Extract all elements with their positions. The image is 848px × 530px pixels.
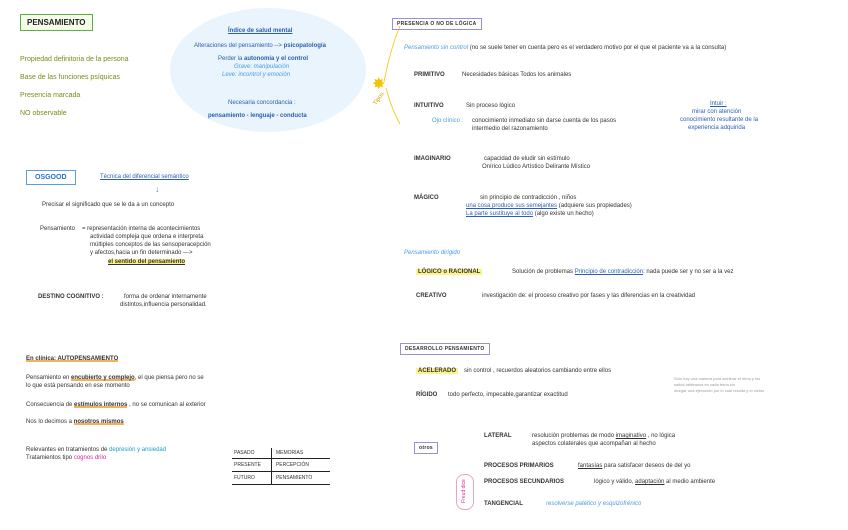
time-table xyxy=(232,448,330,485)
imaginario-label: IMAGINARIO xyxy=(414,156,451,162)
clinica-title: En clínica: AUTOPENSAMIENTO xyxy=(26,356,119,362)
destino-l2: distintos,influencia personalidad. xyxy=(120,302,207,308)
imaginario-l2: Onírico Lúdico Artístico Delirante Místico xyxy=(482,164,591,170)
intuir-l3: experiencia adquirida xyxy=(688,125,746,131)
property-3: Presencia marcada xyxy=(20,92,81,99)
intuir-title: Intuir : xyxy=(710,101,727,107)
lateral-l1: resolución problemas de modo imaginativo , no lógica xyxy=(532,433,676,439)
down-arrow-icon: ↓ xyxy=(155,184,160,194)
logico-line: Solución de problemas Principio de contradicción: nada puede ser y no ser a la vez xyxy=(512,269,734,275)
magico-l1: sin principio de contradicción , niños xyxy=(480,195,577,201)
sin-control-line: Pensamiento sin control (no se suele tener en cuenta pero es el verdadero motivo por el que el paciente va a la consulta) xyxy=(404,45,727,51)
title-box: PENSAMIENTO xyxy=(20,14,93,31)
tipos-label: Tipos xyxy=(372,91,386,107)
osgood-box: OSGOOD xyxy=(26,170,76,185)
ojo-line2: intermedio del razonamiento xyxy=(472,126,548,132)
intuir-l2: conocimiento resultante de la xyxy=(680,117,759,123)
logico-label: LÓGICO o RACIONAL xyxy=(418,269,481,275)
pensamiento-def-l2: actividad compleja que ordena e interpreta xyxy=(90,234,204,240)
side-note-l1: Sólo hay una manera para acelerar el ritmo y los xyxy=(674,376,761,381)
creativo-text: investigación de: el proceso creativo por fases y las diferencias en la creatividad xyxy=(482,293,696,299)
nosotros-line: Nos lo decimos a nosotros mismos xyxy=(26,419,124,425)
ojo-clinico-label: Ojo clínico : xyxy=(432,118,464,124)
perder-line: Perder la autonomía y el control xyxy=(218,56,309,62)
acelerado-label: ACELERADO xyxy=(418,368,457,374)
property-1: Propiedad definitoria de la persona xyxy=(20,56,129,63)
clinica-line2: lo que está pensando en ese momento xyxy=(26,383,130,389)
intuitivo-text: Sin proceso lógico xyxy=(466,103,516,109)
acelerado-text: sin control , recuerdos aleatorios cambiando entre ellos xyxy=(464,368,612,374)
table-cell: PENSAMIENTO xyxy=(271,472,330,485)
relevantes-line: Relevantes en tratamientos de depresión y ansiedad xyxy=(26,447,167,453)
side-note-l3: otorgar una ejecución por lo cual resulta y el olvido xyxy=(674,388,765,393)
pensamiento-def-l4: y afectos,hacia un fin determinado ---> xyxy=(90,250,193,256)
freud-label: Freud dice xyxy=(460,479,467,503)
desarrollo-box: DESARROLLO PENSAMIENTO xyxy=(400,343,490,355)
lateral-l2: aspectos colaterales que acompañan al hecho xyxy=(532,441,656,447)
precisar-text: Precisar el significado que se le da a un concepto xyxy=(42,202,175,208)
indice-title: Índice de salud mental xyxy=(228,28,293,34)
pensamiento-def-label: Pensamiento xyxy=(40,226,76,232)
table-cell: FUTURO xyxy=(232,472,271,485)
magico-l3: La parte sustituye al todo (algo existe un hecho) xyxy=(466,211,594,217)
table-cell: PASADO xyxy=(232,448,271,459)
alteraciones-line: Alteraciones del pensamiento --> psicopatología xyxy=(194,43,326,49)
destino-l1: forma de ordenar internamente xyxy=(124,294,207,300)
destino-label: DESTINO COGNITIVO : xyxy=(38,294,104,300)
intuitivo-label: INTUITIVO xyxy=(414,103,444,109)
dirigido-label: Pensamiento dirigido xyxy=(404,250,461,256)
secundarios-text: lógico y válido, adaptación al medio ambiente xyxy=(594,479,716,485)
creativo-label: CREATIVO xyxy=(416,293,447,299)
table-row xyxy=(232,459,330,472)
primarios-label: PROCESOS PRIMARIOS xyxy=(484,463,554,469)
presencia-box: PRESENCIA O NO DE LÓGICA xyxy=(392,18,482,30)
star-icon: ✸ xyxy=(372,76,386,93)
consecuencia-line: Consecuencia de estímulos internos , no se comunican al exterior xyxy=(26,402,206,408)
intuir-l1: mirar con atención xyxy=(692,109,742,115)
property-4: NO observable xyxy=(20,110,67,117)
pensamiento-def-l3: múltiples conceptos de las sensoperacepción xyxy=(90,242,211,248)
lateral-label: LATERAL xyxy=(484,433,512,439)
rigido-label: RÍGIDO xyxy=(416,392,438,398)
side-note-l2: saltos arbitrarios en cada tema sin xyxy=(674,382,735,387)
tangencial-text: resolverse patético y esquizofrénico xyxy=(546,501,642,507)
primitivo-text: Necesidades básicas Todos los animales xyxy=(462,72,572,78)
otros-box: otros xyxy=(414,442,438,454)
table-row xyxy=(232,472,330,485)
table-cell: PERCEPCIÓN xyxy=(271,459,330,472)
grave-line: Grave: manipulación xyxy=(234,64,290,70)
table-row xyxy=(232,448,330,459)
primitivo-label: PRIMITIVO xyxy=(414,72,445,78)
table-cell: MEMORIAS xyxy=(271,448,330,459)
magico-label: MÁGICO xyxy=(414,195,439,201)
secundarios-label: PROCESOS SECUNDARIOS xyxy=(484,479,565,485)
trio-line: pensamiento - lenguaje - conducta xyxy=(208,113,307,119)
rigido-text: todo perfecto, impecable,garantizar exactitud xyxy=(448,392,568,398)
property-2: Base de las funciones psíquicas xyxy=(20,74,121,81)
sentido-highlight: el sentido del pensamiento xyxy=(108,259,186,265)
connector-lines xyxy=(378,20,404,130)
clinica-line1: Pensamiento en encubierto y complejo, el que piensa pero no se xyxy=(26,375,204,381)
tecnica-link[interactable]: Técnica del diferencial semántico xyxy=(100,174,189,180)
tratamientos-line: Tratamientos tipo cognos drilo xyxy=(26,455,107,461)
tangencial-label: TANGENCIAL xyxy=(484,501,523,507)
primarios-text: fantasías para satisfacer deseos de del yo xyxy=(578,463,691,469)
imaginario-l1: capacidad de eludir sin estímulo xyxy=(484,156,570,162)
leve-line: Leve: incontrol y emoción xyxy=(222,72,291,78)
concordancia-line: Necesaria concordancia : xyxy=(228,100,296,106)
table-cell: PRESENTE xyxy=(232,459,271,472)
pensamiento-def-l1: = representación interna de acontecimientos xyxy=(82,226,201,232)
magico-l2: una cosa produce sus semejantes (adquiere sus propiedades) xyxy=(466,203,632,209)
ojo-line1: conocimiento inmediato sin darse cuenta de los pasos xyxy=(472,118,617,124)
